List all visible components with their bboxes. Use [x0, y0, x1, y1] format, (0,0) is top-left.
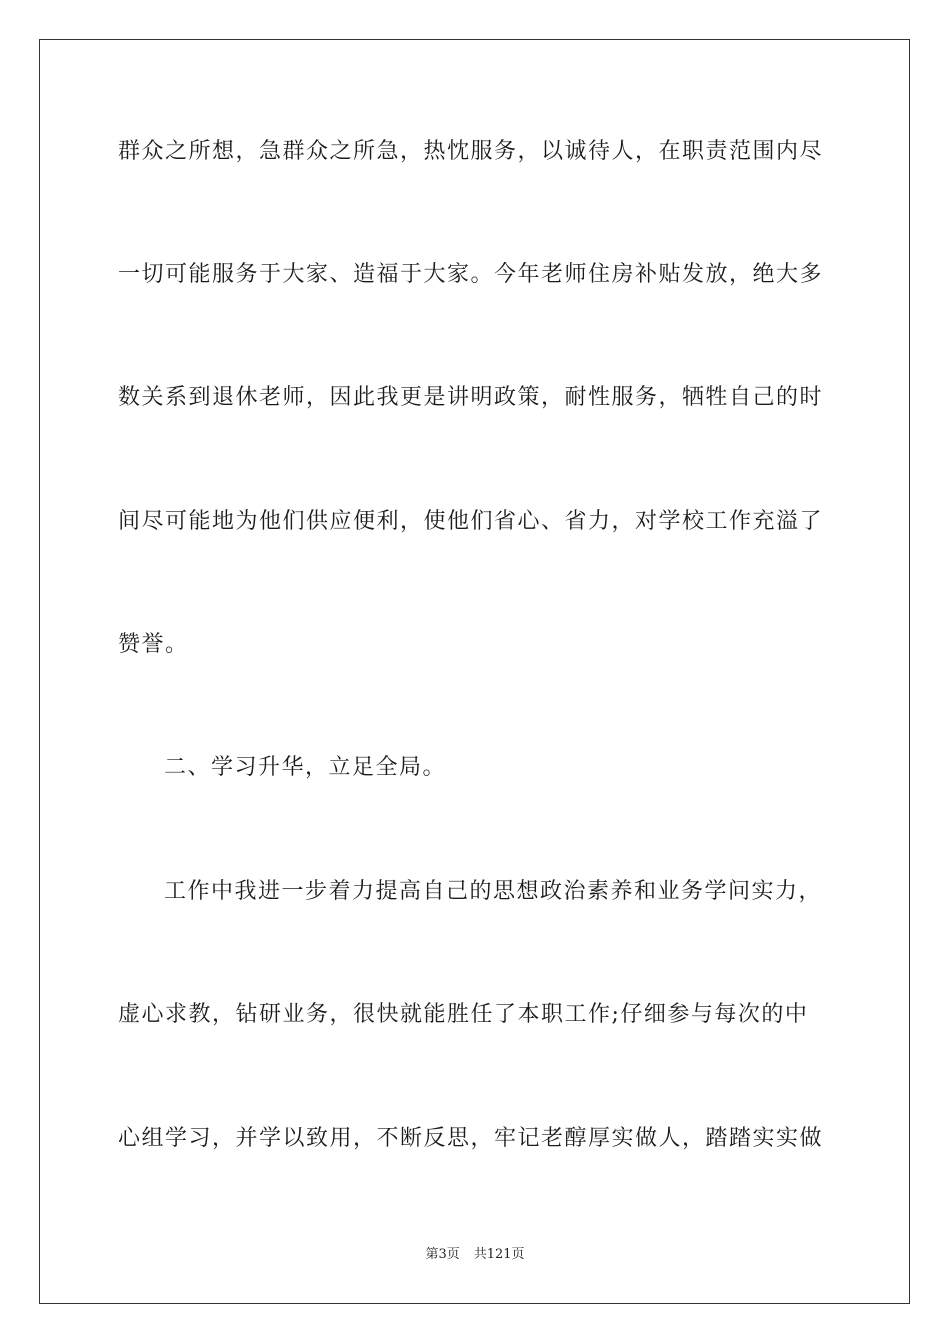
page-number: 第3页	[425, 1247, 460, 1262]
text-line: 群众之所想，急群众之所急，热忱服务，以诚待人，在职责范围内尽	[118, 139, 824, 164]
page-border	[39, 39, 910, 1304]
page-footer	[0, 1246, 950, 1264]
text-line: 虚心求教，钻研业务，很快就能胜任了本职工作;仔细参与每次的中	[118, 1002, 809, 1027]
text-line: 间尽可能地为他们供应便利，使他们省心、省力，对学校工作充溢了	[118, 509, 824, 534]
text-line: 工作中我进一步着力提高自己的思想政治素养和业务学问实力，	[164, 879, 823, 904]
page-total: 共121页	[473, 1247, 525, 1262]
section-heading: 二、学习升华，立足全局。	[164, 755, 447, 780]
text-line: 一切可能服务于大家、造福于大家。今年老师住房补贴发放，绝大多	[118, 262, 824, 287]
text-line: 数关系到退休老师，因此我更是讲明政策，耐性服务，牺牲自己的时	[118, 385, 824, 410]
text-line: 赞誉。	[118, 632, 189, 657]
text-line: 心组学习，并学以致用，不断反思，牢记老醇厚实做人，踏踏实实做	[118, 1126, 824, 1151]
